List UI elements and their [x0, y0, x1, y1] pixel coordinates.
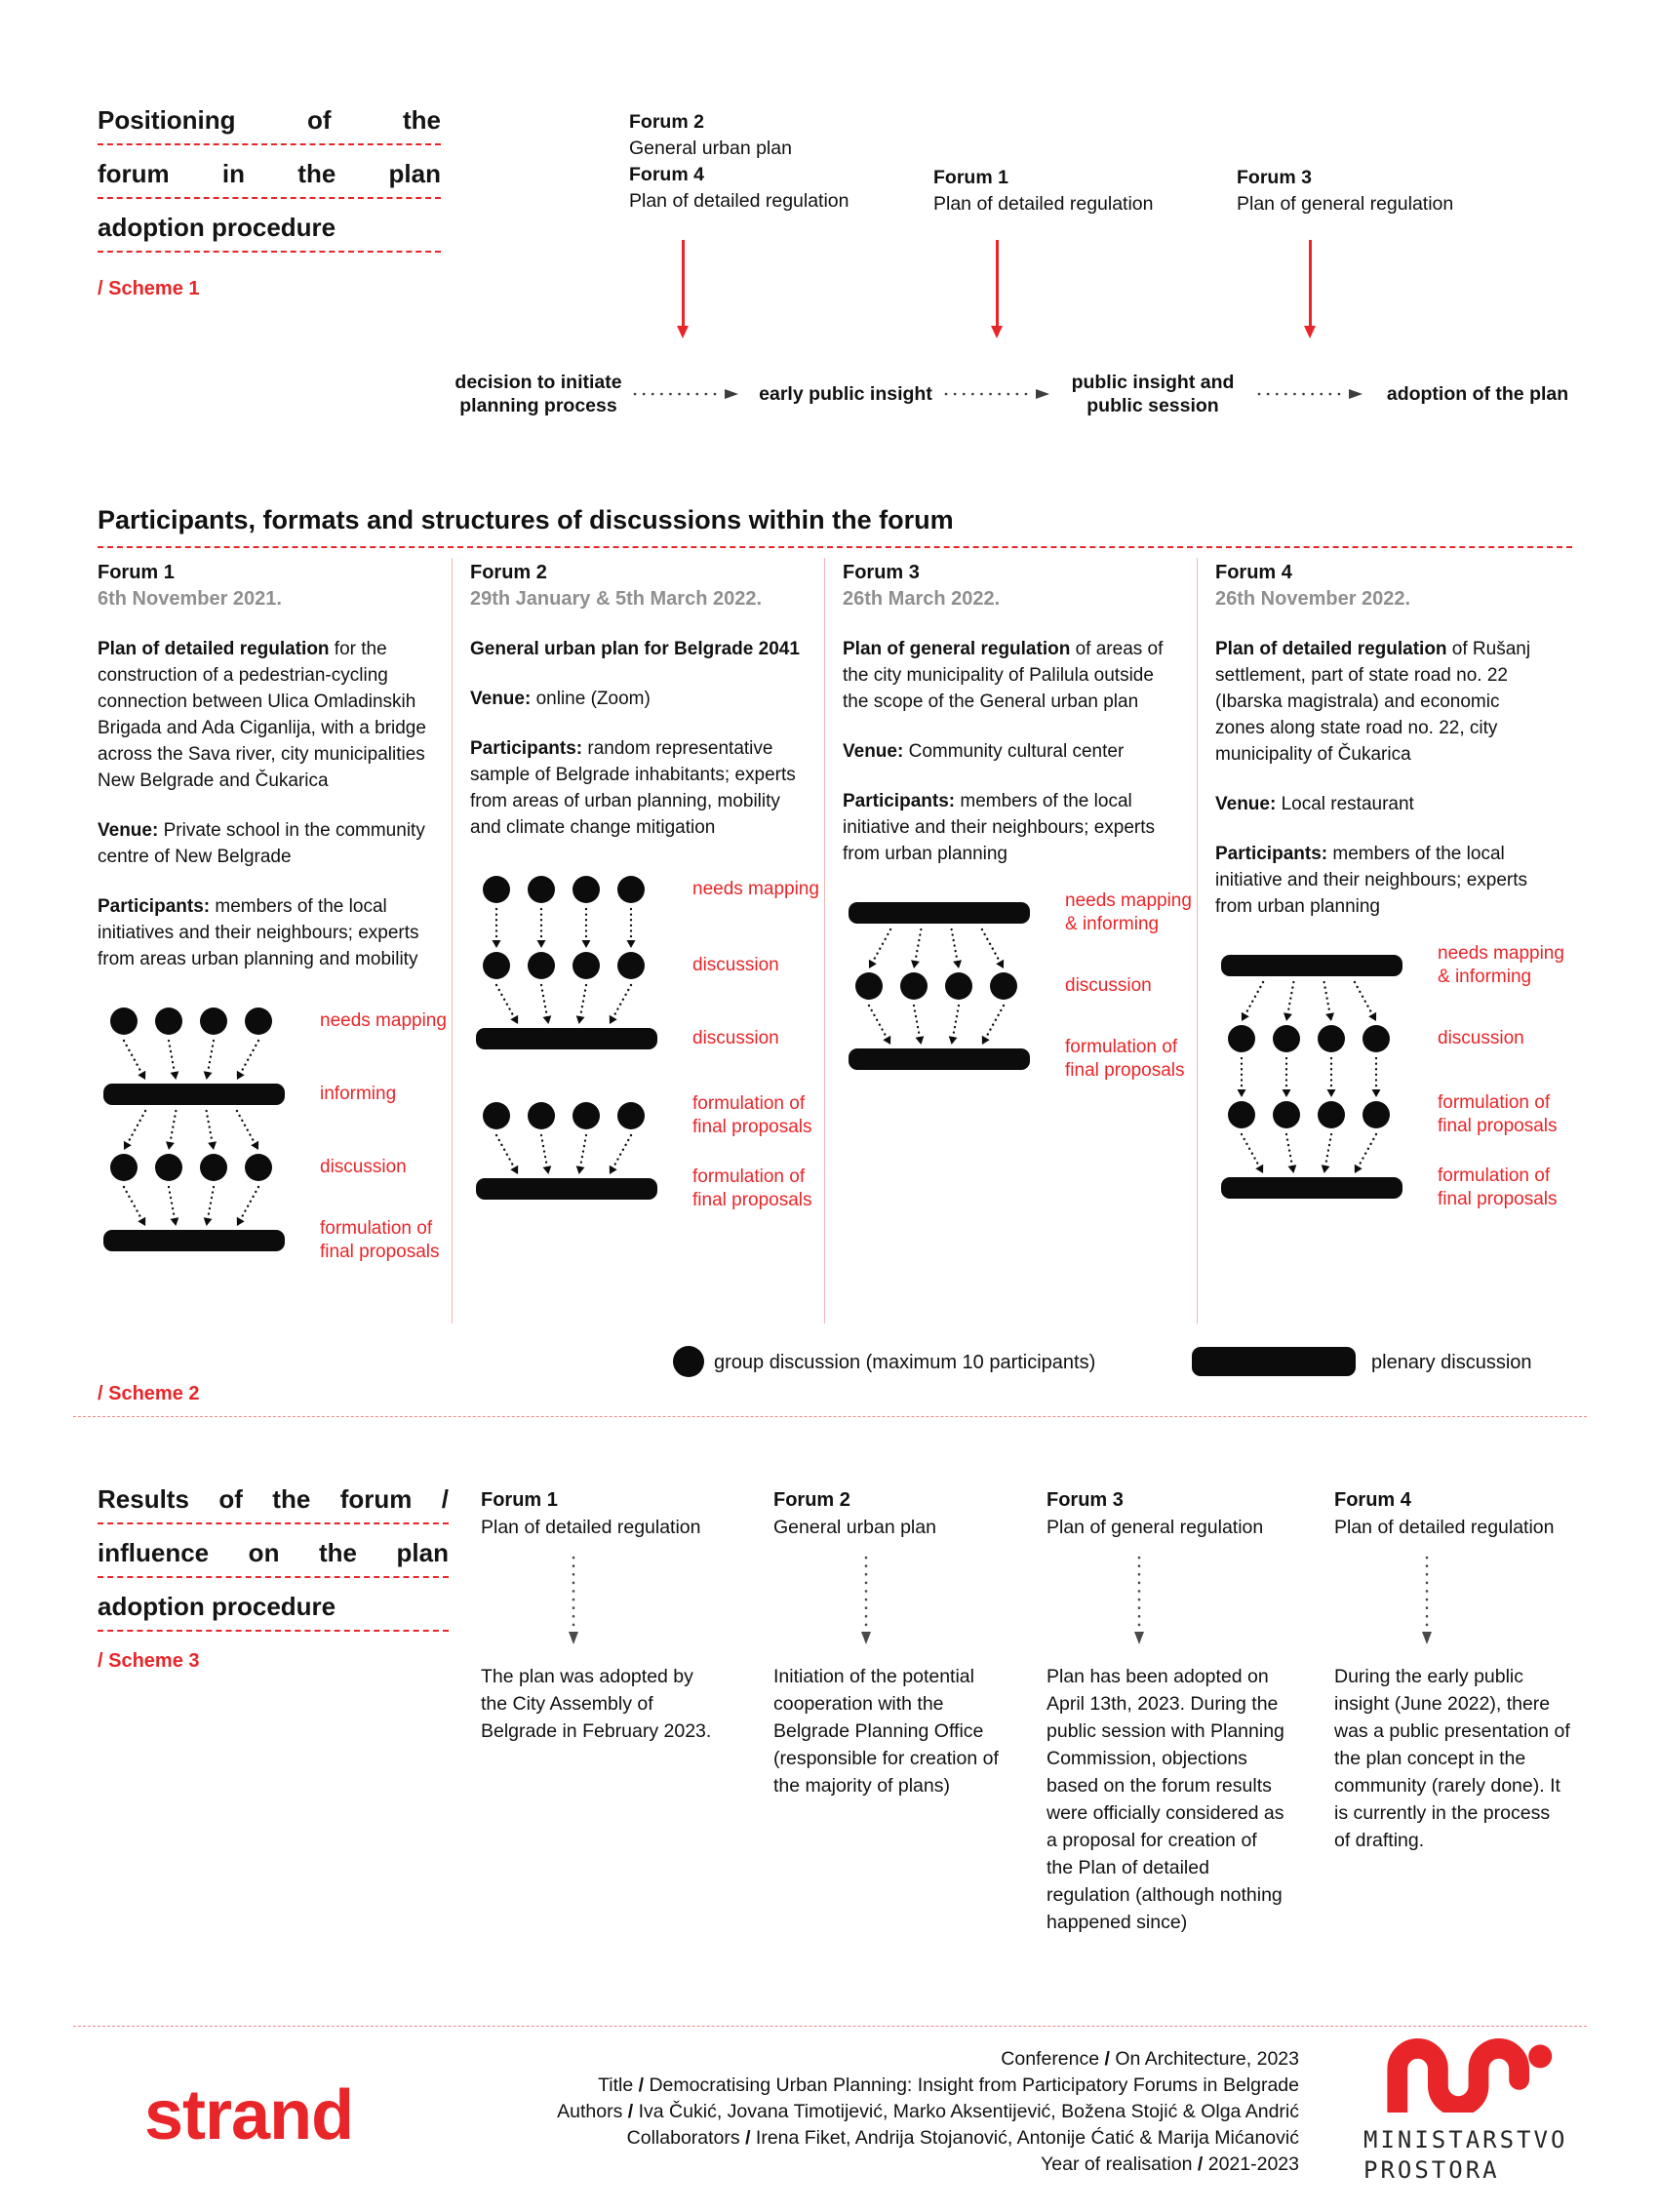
section1-title-line: forum in the plan [98, 159, 441, 199]
section1-title-line: adoption procedure [98, 213, 441, 253]
diagram-stage-label: formulation of final proposals [692, 1166, 812, 1210]
forum-date: 26th March 2022. [843, 588, 1001, 610]
section2-title: Participants, formats and structures of discussions within the forum [98, 505, 954, 534]
dotted-down-arrow [1420, 1555, 1434, 1647]
forum-name: Forum 1 [98, 562, 175, 583]
stage-adoption: adoption of the plan [1386, 383, 1569, 405]
discussion-structure-glyphs [1215, 955, 1425, 1199]
forum-date: 6th November 2021. [98, 588, 282, 610]
section1-title-line: Positioning of the [98, 105, 441, 145]
section3-title [98, 1484, 449, 1645]
forum-venue-paragraph: Venue: Private school in the community centre of New Belgrade [98, 820, 425, 867]
scheme1-annotation-group [1237, 165, 1453, 217]
forum2-column [470, 560, 819, 1210]
credit-line: Collaborators / Irena Fiket, Andrija Stojanović, Antonije Ćatić & Marija Mićanović [626, 2127, 1299, 2149]
legend-plenary-discussion-label: plenary discussion [1371, 1352, 1532, 1373]
result-forum4-column [1334, 1486, 1570, 1854]
forum4-column [1215, 560, 1564, 1209]
legend-group-discussion-label: group discussion (maximum 10 participants) [714, 1352, 1096, 1373]
dotted-right-arrow [632, 387, 741, 401]
forum-plan: General urban plan [773, 1517, 936, 1538]
forum-name: Forum 1 [933, 167, 1008, 188]
forum-plan: General urban plan [629, 138, 792, 159]
dotted-down-arrow [859, 1555, 873, 1647]
column-divider [452, 558, 453, 1323]
forum-name: Forum 4 [629, 164, 704, 185]
forum-participants-paragraph: Participants: members of the local initiative and their neighbours; experts from urban planning [1215, 844, 1528, 917]
scheme2-label: / Scheme 2 [98, 1383, 200, 1404]
dotted-down-arrow [1132, 1555, 1146, 1647]
scheme1-annotation-group [933, 165, 1154, 217]
forum-name: Forum 4 [1334, 1489, 1411, 1511]
forum3-column [843, 560, 1192, 1081]
diagram-stage-label: formulation of final proposals [1438, 1165, 1558, 1209]
forum-plan: Plan of detailed regulation [933, 193, 1154, 215]
credit-line: Conference / On Architecture, 2023 [1001, 2048, 1299, 2070]
forum3-discussion-diagram [843, 890, 1192, 1081]
diagram-stage-label: formulation of final proposals [692, 1093, 812, 1137]
forum-date: 26th November 2022. [1215, 588, 1411, 610]
forum-plan: Plan of detailed regulation [481, 1517, 701, 1538]
stage-public-insight-session: public insight and public session [1071, 372, 1235, 416]
mp-squiggle-icon [1363, 2034, 1578, 2113]
mp-logo-text-line: PROSTORA [1363, 2156, 1500, 2184]
diagram-stage-label: formulation of final proposals [1438, 1092, 1558, 1136]
credit-line: Year of realisation / 2021-2023 [1041, 2153, 1299, 2175]
result-forum1-column [481, 1486, 715, 1745]
forum-venue-paragraph: Venue: online (Zoom) [470, 689, 651, 709]
forum-name: Forum 3 [1237, 167, 1312, 188]
scheme1-annotation-group [629, 109, 849, 215]
diagram-stage-label: discussion [1065, 975, 1152, 996]
forum-venue-paragraph: Venue: Community cultural center [843, 741, 1125, 762]
forum-name: Forum 4 [1215, 562, 1292, 583]
forum-plan: Plan of detailed regulation [629, 190, 849, 212]
forum-participants-paragraph: Participants: members of the local initiatives and their neighbours; experts from areas urban planning and mobility [98, 896, 419, 969]
diagram-stage-label: formulation of final proposals [320, 1218, 440, 1262]
scheme3-label: / Scheme 3 [98, 1650, 200, 1672]
forum-plan: Plan of general regulation [1047, 1517, 1264, 1538]
forum-name: Forum 2 [773, 1489, 850, 1511]
credit-line: Title / Democratising Urban Planning: Insight from Participatory Forums in Belgrade [598, 2074, 1299, 2096]
diagram-stage-label: discussion [1438, 1028, 1524, 1048]
forum-plan-paragraph: Plan of general regulation of areas of the city municipality of Palilula outside the scope of the General urban plan [843, 639, 1164, 712]
legend-plenary-bar-icon [1192, 1347, 1356, 1376]
section2-rule [98, 546, 1572, 548]
red-down-arrow [996, 240, 999, 333]
forum4-discussion-diagram [1215, 943, 1564, 1209]
forum-name: Forum 3 [843, 562, 920, 583]
ministarstvo-prostora-logo [1363, 2034, 1617, 2186]
forum-name: Forum 3 [1047, 1489, 1124, 1511]
section3-title-line: adoption procedure [98, 1592, 449, 1632]
forum1-discussion-diagram [98, 1007, 447, 1262]
result-text: During the early public insight (June 2022), there was a public presentation of the plan concept in the community (rarely done). It is currently in the process of drafting. [1334, 1666, 1570, 1851]
red-down-arrow [682, 240, 685, 333]
result-forum2-column [773, 1486, 1007, 1799]
forum1-column [98, 560, 447, 1262]
scheme1-label: / Scheme 1 [98, 278, 200, 299]
section3-title-line: Results of the forum / [98, 1484, 449, 1524]
stage-early-public-insight: early public insight [759, 383, 932, 405]
diagram-stage-label: needs mapping [692, 879, 819, 899]
diagram-stage-label: discussion [320, 1157, 407, 1177]
forum-plan-paragraph: General urban plan for Belgrade 2041 [470, 639, 800, 659]
strand-logo: strand [144, 2076, 354, 2154]
forum-participants-paragraph: Participants: random representative sample of Belgrade inhabitants; experts from areas of urban planning, mobility and climate change mitigation [470, 738, 796, 838]
legend-group-circle-icon [673, 1346, 704, 1377]
section1-title [98, 105, 441, 266]
column-divider [1197, 558, 1198, 1323]
result-text: The plan was adopted by the City Assembly of Belgrade in February 2023. [481, 1666, 712, 1742]
forum-name: Forum 1 [481, 1489, 558, 1511]
diagram-stage-label: discussion [692, 1028, 779, 1048]
credit-line: Authors / Iva Čukić, Jovana Timotijević, Marko Aksentijević, Božena Stojić & Olga Andrić [557, 2101, 1299, 2122]
discussion-structure-glyphs [98, 1007, 307, 1251]
dotted-down-arrow [567, 1555, 580, 1647]
forum-plan-paragraph: Plan of detailed regulation for the construction of a pedestrian-cycling connection between Ulica Omladinskih Brigada and Ada Ciganlija, with a bridge across the Sava river, city municipalities New Belgrade and Čukarica [98, 639, 426, 791]
result-text: Initiation of the potential cooperation with the Belgrade Planning Office (responsible for creation of the majority of plans) [773, 1666, 999, 1797]
diagram-stage-label: needs mapping & informing [1438, 943, 1564, 987]
forum-date: 29th January & 5th March 2022. [470, 588, 763, 610]
dotted-right-arrow [1256, 387, 1365, 401]
footer-rule [73, 2026, 1587, 2027]
diagram-stage-label: informing [320, 1084, 397, 1104]
stage-decision: decision to initiate planning process [454, 372, 622, 416]
diagram-stage-label: needs mapping & informing [1065, 890, 1192, 934]
diagram-stage-label: discussion [692, 955, 779, 975]
section3-title-line: influence on the plan [98, 1538, 449, 1578]
credits-block [419, 2046, 1299, 2178]
forum-plan-paragraph: Plan of detailed regulation of Rušanj settlement, part of state road no. 22 (Ibarska magistrala) and economic zones along state road no. 22, city municipality of Čukarica [1215, 639, 1531, 765]
forum-plan: Plan of detailed regulation [1334, 1517, 1555, 1538]
dotted-right-arrow [943, 387, 1052, 401]
result-text: Plan has been adopted on April 13th, 2023. During the public session with Planning Commission, objections based on the forum results were officially considered as a proposal for creation of the Plan of detailed regulation (although nothing happened since) [1047, 1666, 1284, 1933]
red-down-arrow [1309, 240, 1312, 333]
forum-name: Forum 2 [629, 111, 704, 133]
forum-name: Forum 2 [470, 562, 547, 583]
forum-plan: Plan of general regulation [1237, 193, 1454, 215]
mp-logo-text-line: MINISTARSTVO [1363, 2126, 1568, 2153]
section-divider-rule [73, 1416, 1587, 1417]
forum-venue-paragraph: Venue: Local restaurant [1215, 794, 1414, 814]
discussion-structure-glyphs [470, 876, 680, 1200]
forum-participants-paragraph: Participants: members of the local initiative and their neighbours; experts from urban planning [843, 791, 1156, 864]
result-forum3-column [1047, 1486, 1285, 1936]
discussion-structure-glyphs [843, 902, 1052, 1070]
diagram-stage-label: needs mapping [320, 1010, 447, 1031]
forum2-discussion-diagram [470, 876, 819, 1210]
diagram-stage-label: formulation of final proposals [1065, 1037, 1185, 1081]
